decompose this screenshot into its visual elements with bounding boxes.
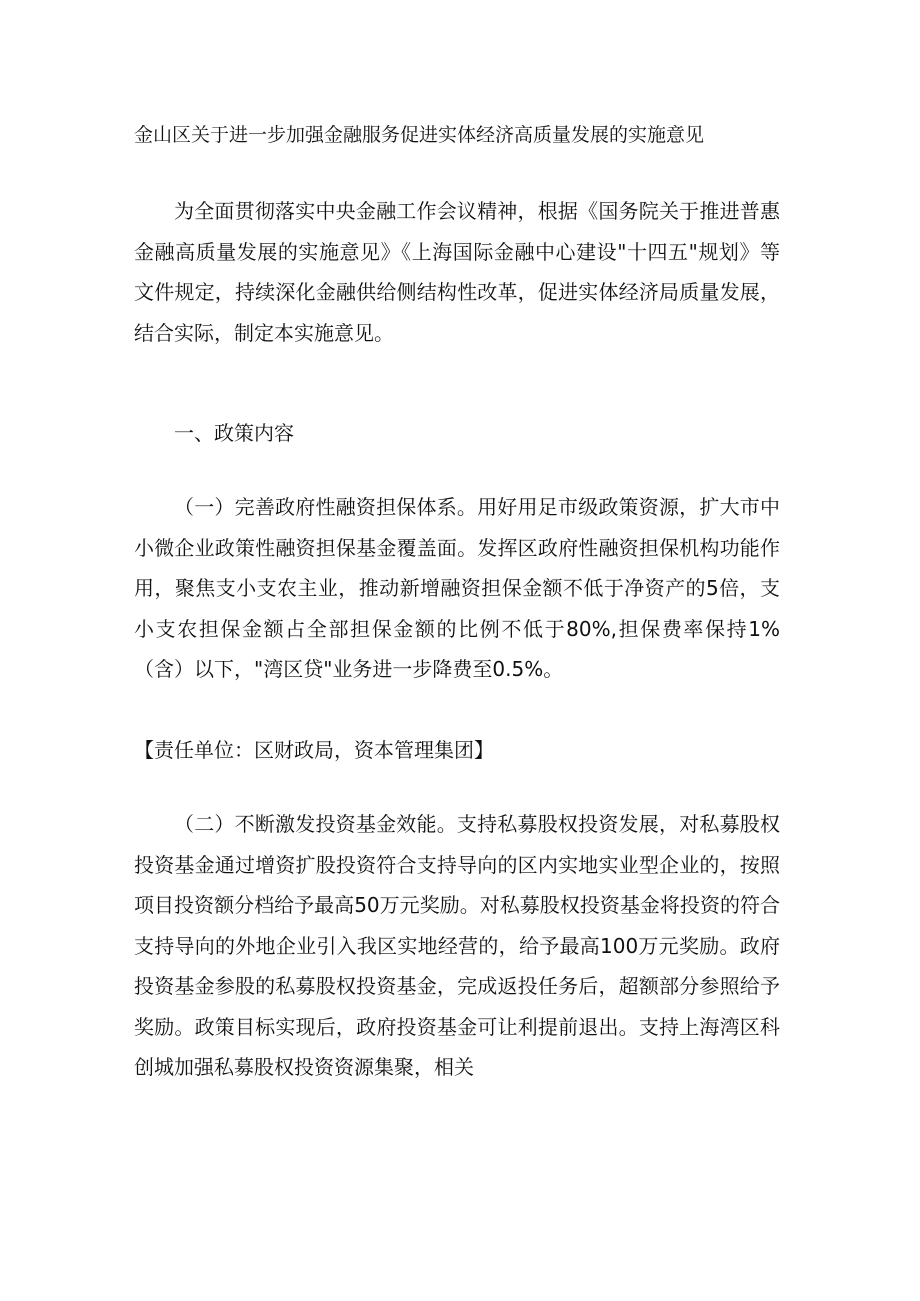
section-heading-policy-content: 一、政策内容 xyxy=(174,421,294,445)
responsibility-units-note: 【责任单位：区财政局，资本管理集团】 xyxy=(134,738,494,762)
intro-paragraph: 为全面贯彻落实中央金融工作会议精神，根据《国务院关于推进普惠金融高质量发展的实施意见》《上海国际金融中心建设"十四五"规划》等文件规定，持续深化金融供给侧结构性改革，促进实体经济局质量发展，结合实际，制定本实施意见。 xyxy=(134,199,780,345)
document-title: 金山区关于进一步加强金融服务促进实体经济高质量发展的实施意见 xyxy=(134,124,705,146)
policy-item-1-paragraph: （一）完善政府性融资担保体系。用好用足市级政策资源，扩大市中小微企业政策性融资担保基金覆盖面。发挥区政府性融资担保机构功能作用，聚焦支小支农主业，推动新增融资担保金额不低于净资产的5倍，支小支农担保金额占全部担保金额的比例不低于80%,担保费率保持1%（含）以下，"湾区贷"业务进一步降费至0.5%。 xyxy=(134,495,780,681)
policy-item-2-paragraph: （二）不断激发投资基金效能。支持私募股权投资发展，对私募股权投资基金通过增资扩股投资符合支持导向的区内实地实业型企业的，按照项目投资额分档给予最高50万元奖励。对私募股权投资基金将投资的符合支持导向的外地企业引入我区实地经营的，给予最高100万元奖励。政府投资基金参股的私募股权投资基金，完成返投任务后，超额部分参照给予奖励。政策目标实现后，政府投资基金可让利提前退出。支持上海湾区科创城加强私募股权投资资源集聚，相关 xyxy=(134,812,780,1079)
